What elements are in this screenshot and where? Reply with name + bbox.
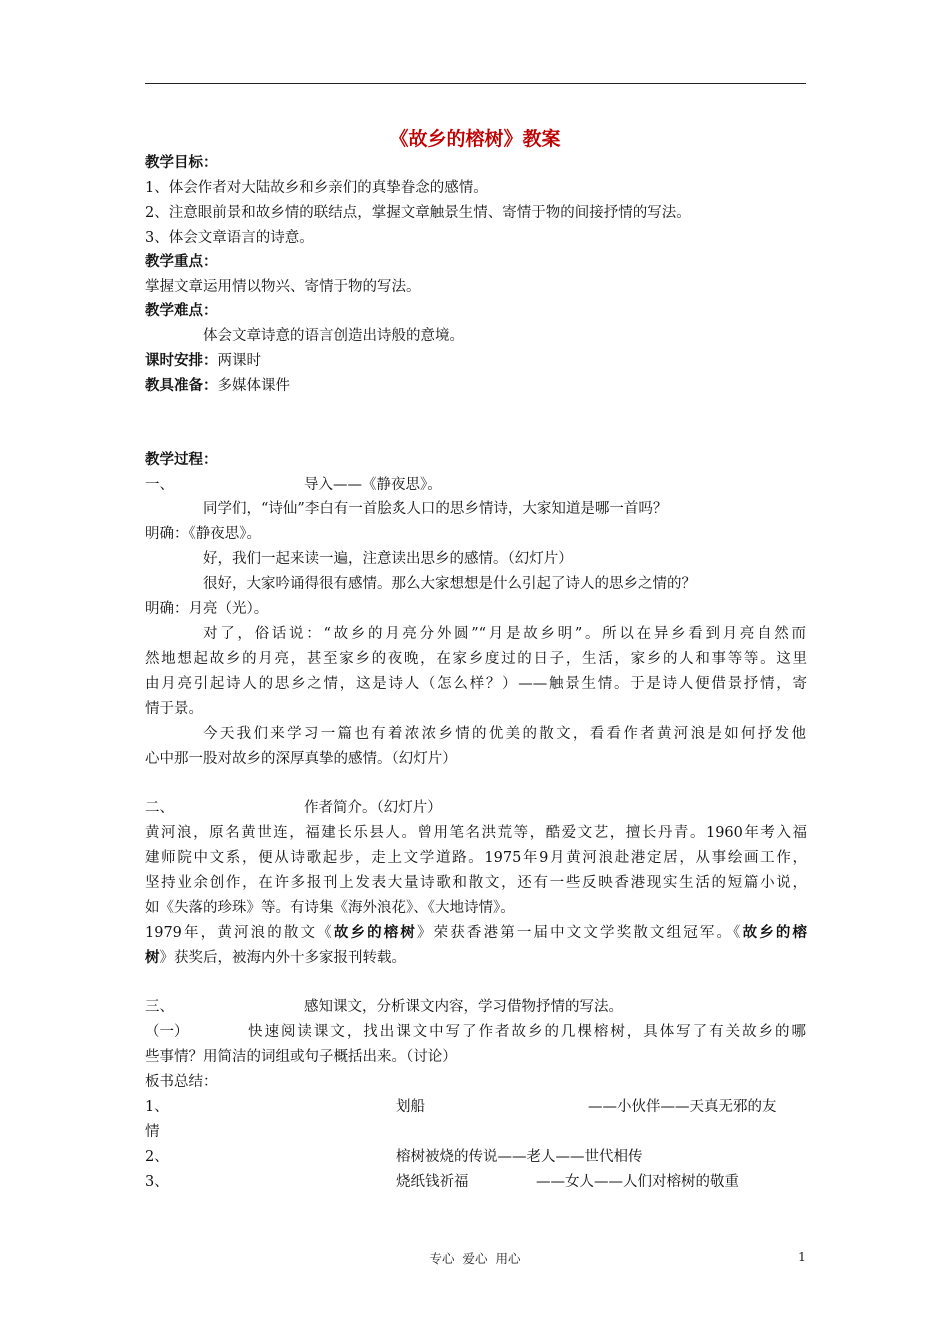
paragraph-line: 对了，俗话说：“故乡的月亮分外圆”“月是故乡明”。所以在异乡看到月亮自然而 (203, 626, 806, 642)
paragraph-line: 明确：月亮（光）。 (145, 601, 269, 617)
award-text: 》获奖后，被海内外十多家报刊转载。 (159, 950, 406, 966)
paragraph-line: 坚持业余创作，在许多报刊上发表大量诗歌和散文，还有一些反映香港现实生活的短篇小说， (145, 875, 807, 891)
paragraph-line: 然地想起故乡的月亮，甚至家乡的夜晚，在家乡度过的日子，生活，家乡的人和事等等。这里 (145, 651, 807, 667)
paragraph-line: 很好，大家吟诵得很有感情。那么大家想想是什么引起了诗人的思乡之情的？ (203, 576, 696, 592)
board-label: 板书总结： (145, 1074, 218, 1090)
objective-item: 2、注意眼前景和故乡情的联结点，掌握文章触景生情、寄情于物的间接抒情的写法。 (145, 205, 691, 221)
section-1-num: 一、 (145, 477, 174, 493)
award-line (145, 923, 807, 943)
tools-value: 多媒体课件 (217, 378, 290, 394)
objectives-heading: 教学目标： (145, 155, 218, 171)
footer-text: 爱心 (462, 1251, 488, 1266)
schedule-line (145, 351, 261, 371)
subsection-num: （一） (145, 1024, 189, 1040)
paragraph-line: 由月亮引起诗人的思乡之情，这是诗人（怎么样？）——触景生情。于是诗人便借景抒情，寄 (145, 676, 807, 692)
board-item-detail: ——女人——人们对榕树的敬重 (536, 1174, 739, 1190)
difficulty-text: 体会文章诗意的语言创造出诗般的意境。 (203, 328, 464, 344)
paragraph-line: 建师院中文系，便从诗歌起步，走上文学道路。1975年9月黄河浪赴港定居，从事绘画工作， (145, 850, 807, 866)
board-num: 3、 (145, 1174, 169, 1190)
process-heading: 教学过程： (145, 452, 218, 468)
award-title: 故乡的榕树 (333, 925, 418, 941)
objective-item: 3、体会文章语言的诗意。 (145, 230, 314, 246)
paragraph-line: 心中那一股对故乡的深厚真挚的感情。（幻灯片） (145, 751, 457, 767)
paragraph-line: 今天我们来学习一篇也有着浓浓乡情的优美的散文，看看作者黄河浪是如何抒发他 (203, 726, 806, 742)
paragraph-line: 情于景。 (145, 701, 203, 717)
board-item: 烧纸钱祈福 (396, 1174, 469, 1190)
board-num: 1、 (145, 1099, 169, 1115)
footer-text: 用心 (495, 1251, 521, 1266)
footer-text: 专心 (429, 1251, 455, 1266)
award-line-2 (145, 948, 406, 968)
board-item: 榕树被烧的传说——老人——世代相传 (396, 1149, 643, 1165)
objective-item: 1、体会作者对大陆故乡和乡亲们的真挚眷念的感情。 (145, 180, 488, 196)
schedule-value: 两课时 (217, 353, 261, 369)
page-footer (0, 1249, 950, 1267)
paragraph-line: 些事情？用简洁的词组或句子概括出来。（讨论） (145, 1049, 457, 1065)
section-3-title: 感知课文，分析课文内容，学习借物抒情的写法。 (304, 999, 623, 1015)
award-text: 1979年，黄河浪的散文《 (145, 925, 334, 941)
paragraph-line: 明确：《静夜思》。 (145, 526, 261, 542)
section-1-title: 导入——《静夜思》。 (304, 477, 442, 493)
difficulty-heading: 教学难点： (145, 303, 218, 319)
section-3-num: 三、 (145, 999, 174, 1015)
award-title: 树 (145, 950, 160, 966)
tools-line (145, 376, 290, 396)
board-item-detail: ——小伙伴——天真无邪的友 (588, 1099, 777, 1115)
header-rule (145, 83, 806, 84)
board-item: 划船 (396, 1099, 425, 1115)
tools-label: 教具准备： (145, 378, 218, 394)
paragraph-line: 如《失落的珍珠》等。有诗集《海外浪花》、《大地诗情》。 (145, 900, 515, 916)
key-points-text: 掌握文章运用情以物兴、寄情于物的写法。 (145, 279, 421, 295)
paragraph-line: 好，我们一起来读一遍，注意读出思乡的感情。（幻灯片） (203, 551, 573, 567)
paragraph-line: 黄河浪，原名黄世连，福建长乐县人。曾用笔名洪荒等，酷爱文艺，擅长丹青。1960年考入福 (145, 825, 807, 841)
paragraph-line: 快速阅读课文，找出课文中写了作者故乡的几棵榕树，具体写了有关故乡的哪 (248, 1024, 806, 1040)
award-text: 》荣获香港第一届中文文学奖散文组冠军。《 (417, 925, 743, 941)
award-title: 故乡的榕 (742, 925, 807, 941)
board-item-cont: 情 (145, 1124, 160, 1140)
paragraph-line: 同学们，“诗仙”李白有一首脍炙人口的思乡情诗，大家知道是哪一首吗？ (203, 501, 668, 517)
key-points-heading: 教学重点： (145, 254, 218, 270)
schedule-label: 课时安排： (145, 353, 218, 369)
board-num: 2、 (145, 1149, 169, 1165)
page-number: 1 (798, 1249, 806, 1264)
document-title: 《故乡的榕树》教案 (389, 128, 561, 150)
section-2-title: 作者简介。（幻灯片） (304, 800, 442, 816)
section-2-num: 二、 (145, 800, 174, 816)
